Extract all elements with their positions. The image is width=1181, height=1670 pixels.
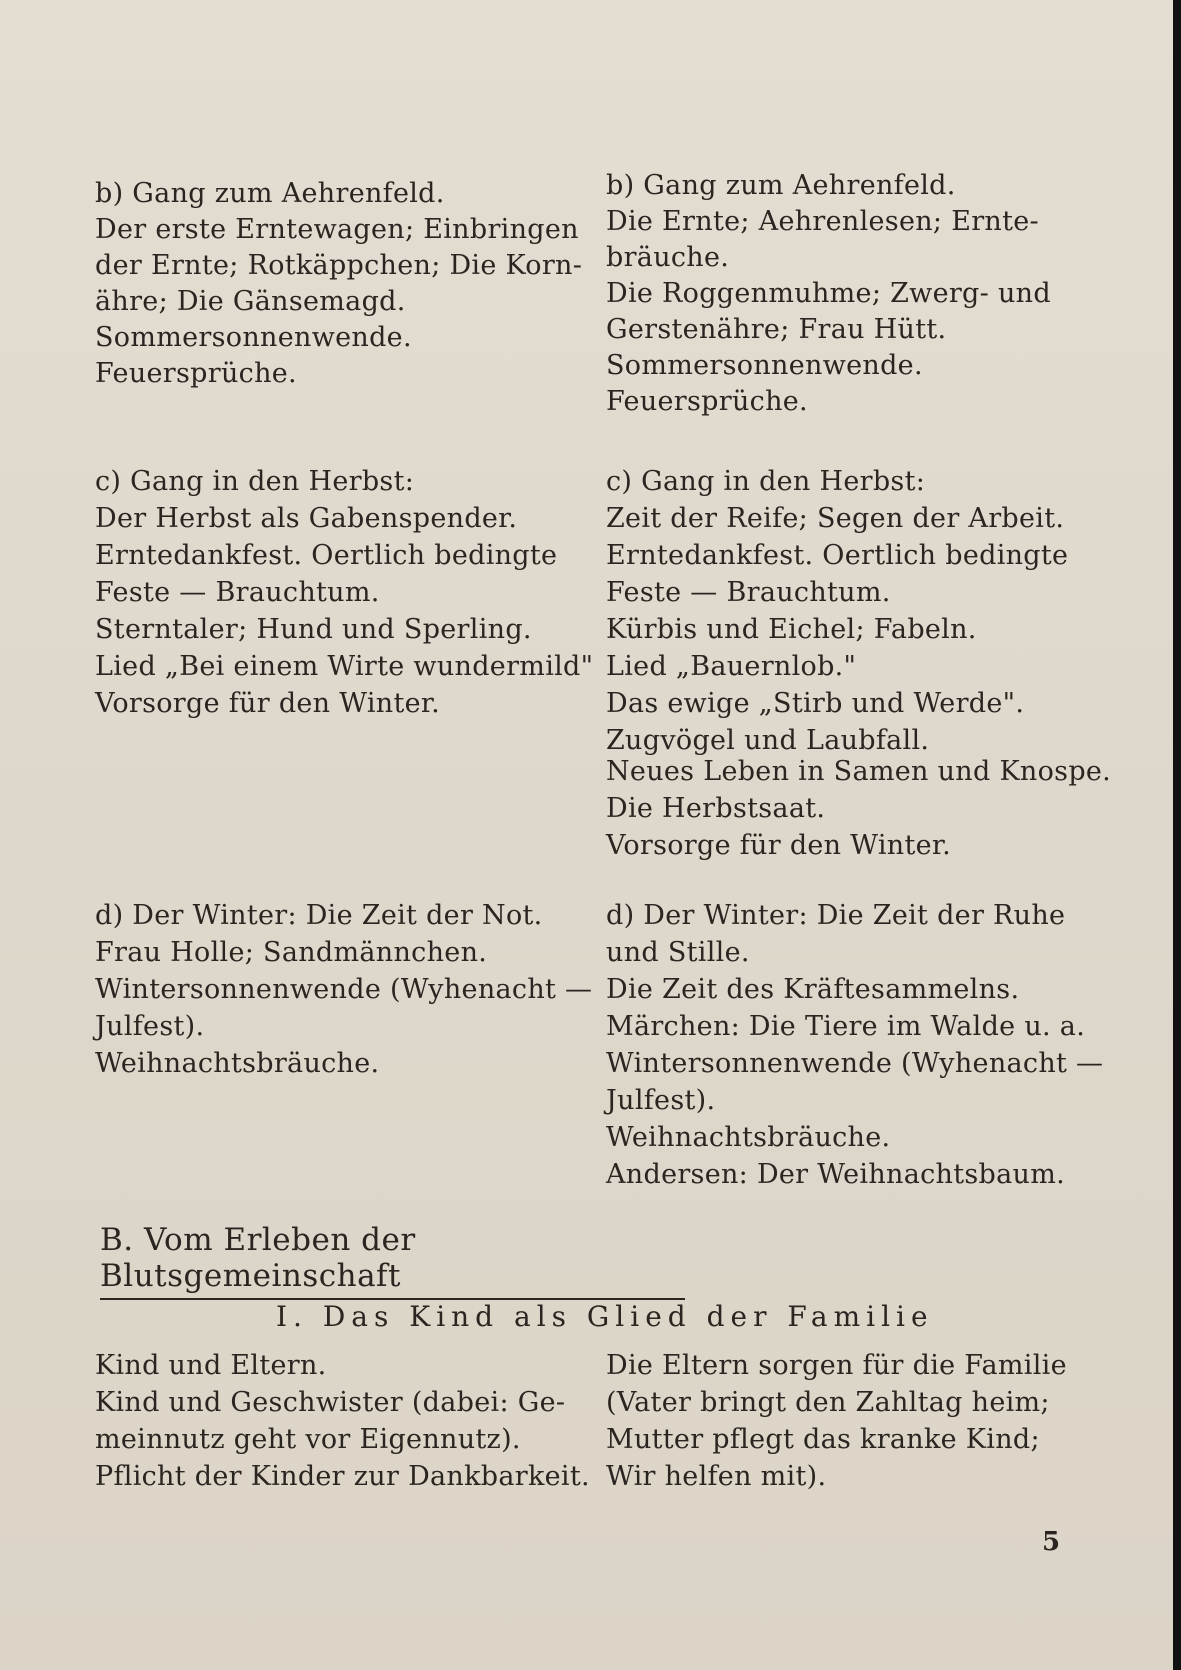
text-line: c) Gang in den Herbst: — [95, 466, 415, 497]
text-line: Der erste Erntewagen; Einbringen — [95, 214, 579, 245]
text-line: Feste — Brauchtum. — [95, 577, 380, 608]
text-line: Die Zeit des Kräftesammelns. — [606, 974, 1020, 1005]
text-line: Zeit der Reife; Segen der Arbeit. — [606, 503, 1065, 534]
text-line: Die Herbstsaat. — [606, 793, 826, 824]
text-line: Der Herbst als Gabenspender. — [95, 503, 518, 534]
text-line: Vorsorge für den Winter. — [95, 688, 441, 719]
text-line: Andersen: Der Weihnachtsbaum. — [606, 1159, 1065, 1190]
page-edge — [1173, 0, 1181, 1670]
text-line: Feuersprüche. — [95, 358, 297, 389]
text-line: Kind und Eltern. — [95, 1350, 327, 1381]
text-line: Das ewige „Stirb und Werde". — [606, 688, 1025, 719]
text-line: b) Gang zum Aehrenfeld. — [95, 178, 445, 209]
text-line: Vorsorge für den Winter. — [606, 830, 952, 861]
text-line: ähre; Die Gänsemagd. — [95, 286, 406, 317]
text-line: und Stille. — [606, 937, 750, 968]
text-line: Erntedankfest. Oertlich bedingte — [95, 540, 558, 571]
text-line: Lied „Bei einem Wirte wundermild" — [95, 651, 594, 682]
text-line: Weihnachtsbräuche. — [606, 1122, 891, 1153]
text-line: Feuersprüche. — [606, 386, 808, 417]
text-line: Wintersonnenwende (Wyhenacht — — [95, 974, 593, 1005]
text-line: Neues Leben in Samen und Knospe. — [606, 756, 1112, 787]
text-line: bräuche. — [606, 242, 730, 273]
text-line: Lied „Bauernlob." — [606, 651, 857, 682]
text-line: Wir helfen mit). — [606, 1461, 827, 1492]
text-line: Julfest). — [606, 1085, 716, 1116]
text-line: b) Gang zum Aehrenfeld. — [606, 170, 956, 201]
text-line: d) Der Winter: Die Zeit der Ruhe — [606, 900, 1066, 931]
text-line: Kind und Geschwister (dabei: Ge- — [95, 1387, 566, 1418]
text-line: Märchen: Die Tiere im Walde u. a. — [606, 1011, 1086, 1042]
text-line: der Ernte; Rotkäppchen; Die Korn- — [95, 250, 583, 281]
text-line: Sterntaler; Hund und Sperling. — [95, 614, 532, 645]
text-line: Wintersonnenwende (Wyhenacht — — [606, 1048, 1104, 1079]
text-line: Sommersonnenwende. — [606, 350, 923, 381]
text-line: Erntedankfest. Oertlich bedingte — [606, 540, 1069, 571]
text-line: Weihnachtsbräuche. — [95, 1048, 380, 1079]
text-line: d) Der Winter: Die Zeit der Not. — [95, 900, 543, 931]
text-line: Die Ernte; Aehrenlesen; Ernte- — [606, 206, 1039, 237]
text-line: Sommersonnenwende. — [95, 322, 412, 353]
text-line: Feste — Brauchtum. — [606, 577, 891, 608]
section-heading: B. Vom Erleben der Blutsgemeinschaft — [100, 1222, 685, 1300]
text-line: (Vater bringt den Zahltag heim; — [606, 1387, 1050, 1418]
text-line: Die Roggenmuhme; Zwerg- und — [606, 278, 1051, 309]
subsection-heading: I. Das Kind als Glied der Familie — [276, 1300, 934, 1333]
text-line: Julfest). — [95, 1011, 205, 1042]
text-line: Pflicht der Kinder zur Dankbarkeit. — [95, 1461, 590, 1492]
text-line: Mutter pflegt das kranke Kind; — [606, 1424, 1040, 1455]
text-line: Kürbis und Eichel; Fabeln. — [606, 614, 977, 645]
text-line: meinnutz geht vor Eigennutz). — [95, 1424, 521, 1455]
text-line: Zugvögel und Laubfall. — [606, 725, 930, 756]
text-line: Gerstenähre; Frau Hütt. — [606, 314, 947, 345]
text-line: Die Eltern sorgen für die Familie — [606, 1350, 1067, 1381]
page-number: 5 — [1042, 1527, 1061, 1557]
text-line: c) Gang in den Herbst: — [606, 466, 926, 497]
text-line: Frau Holle; Sandmännchen. — [95, 937, 488, 968]
